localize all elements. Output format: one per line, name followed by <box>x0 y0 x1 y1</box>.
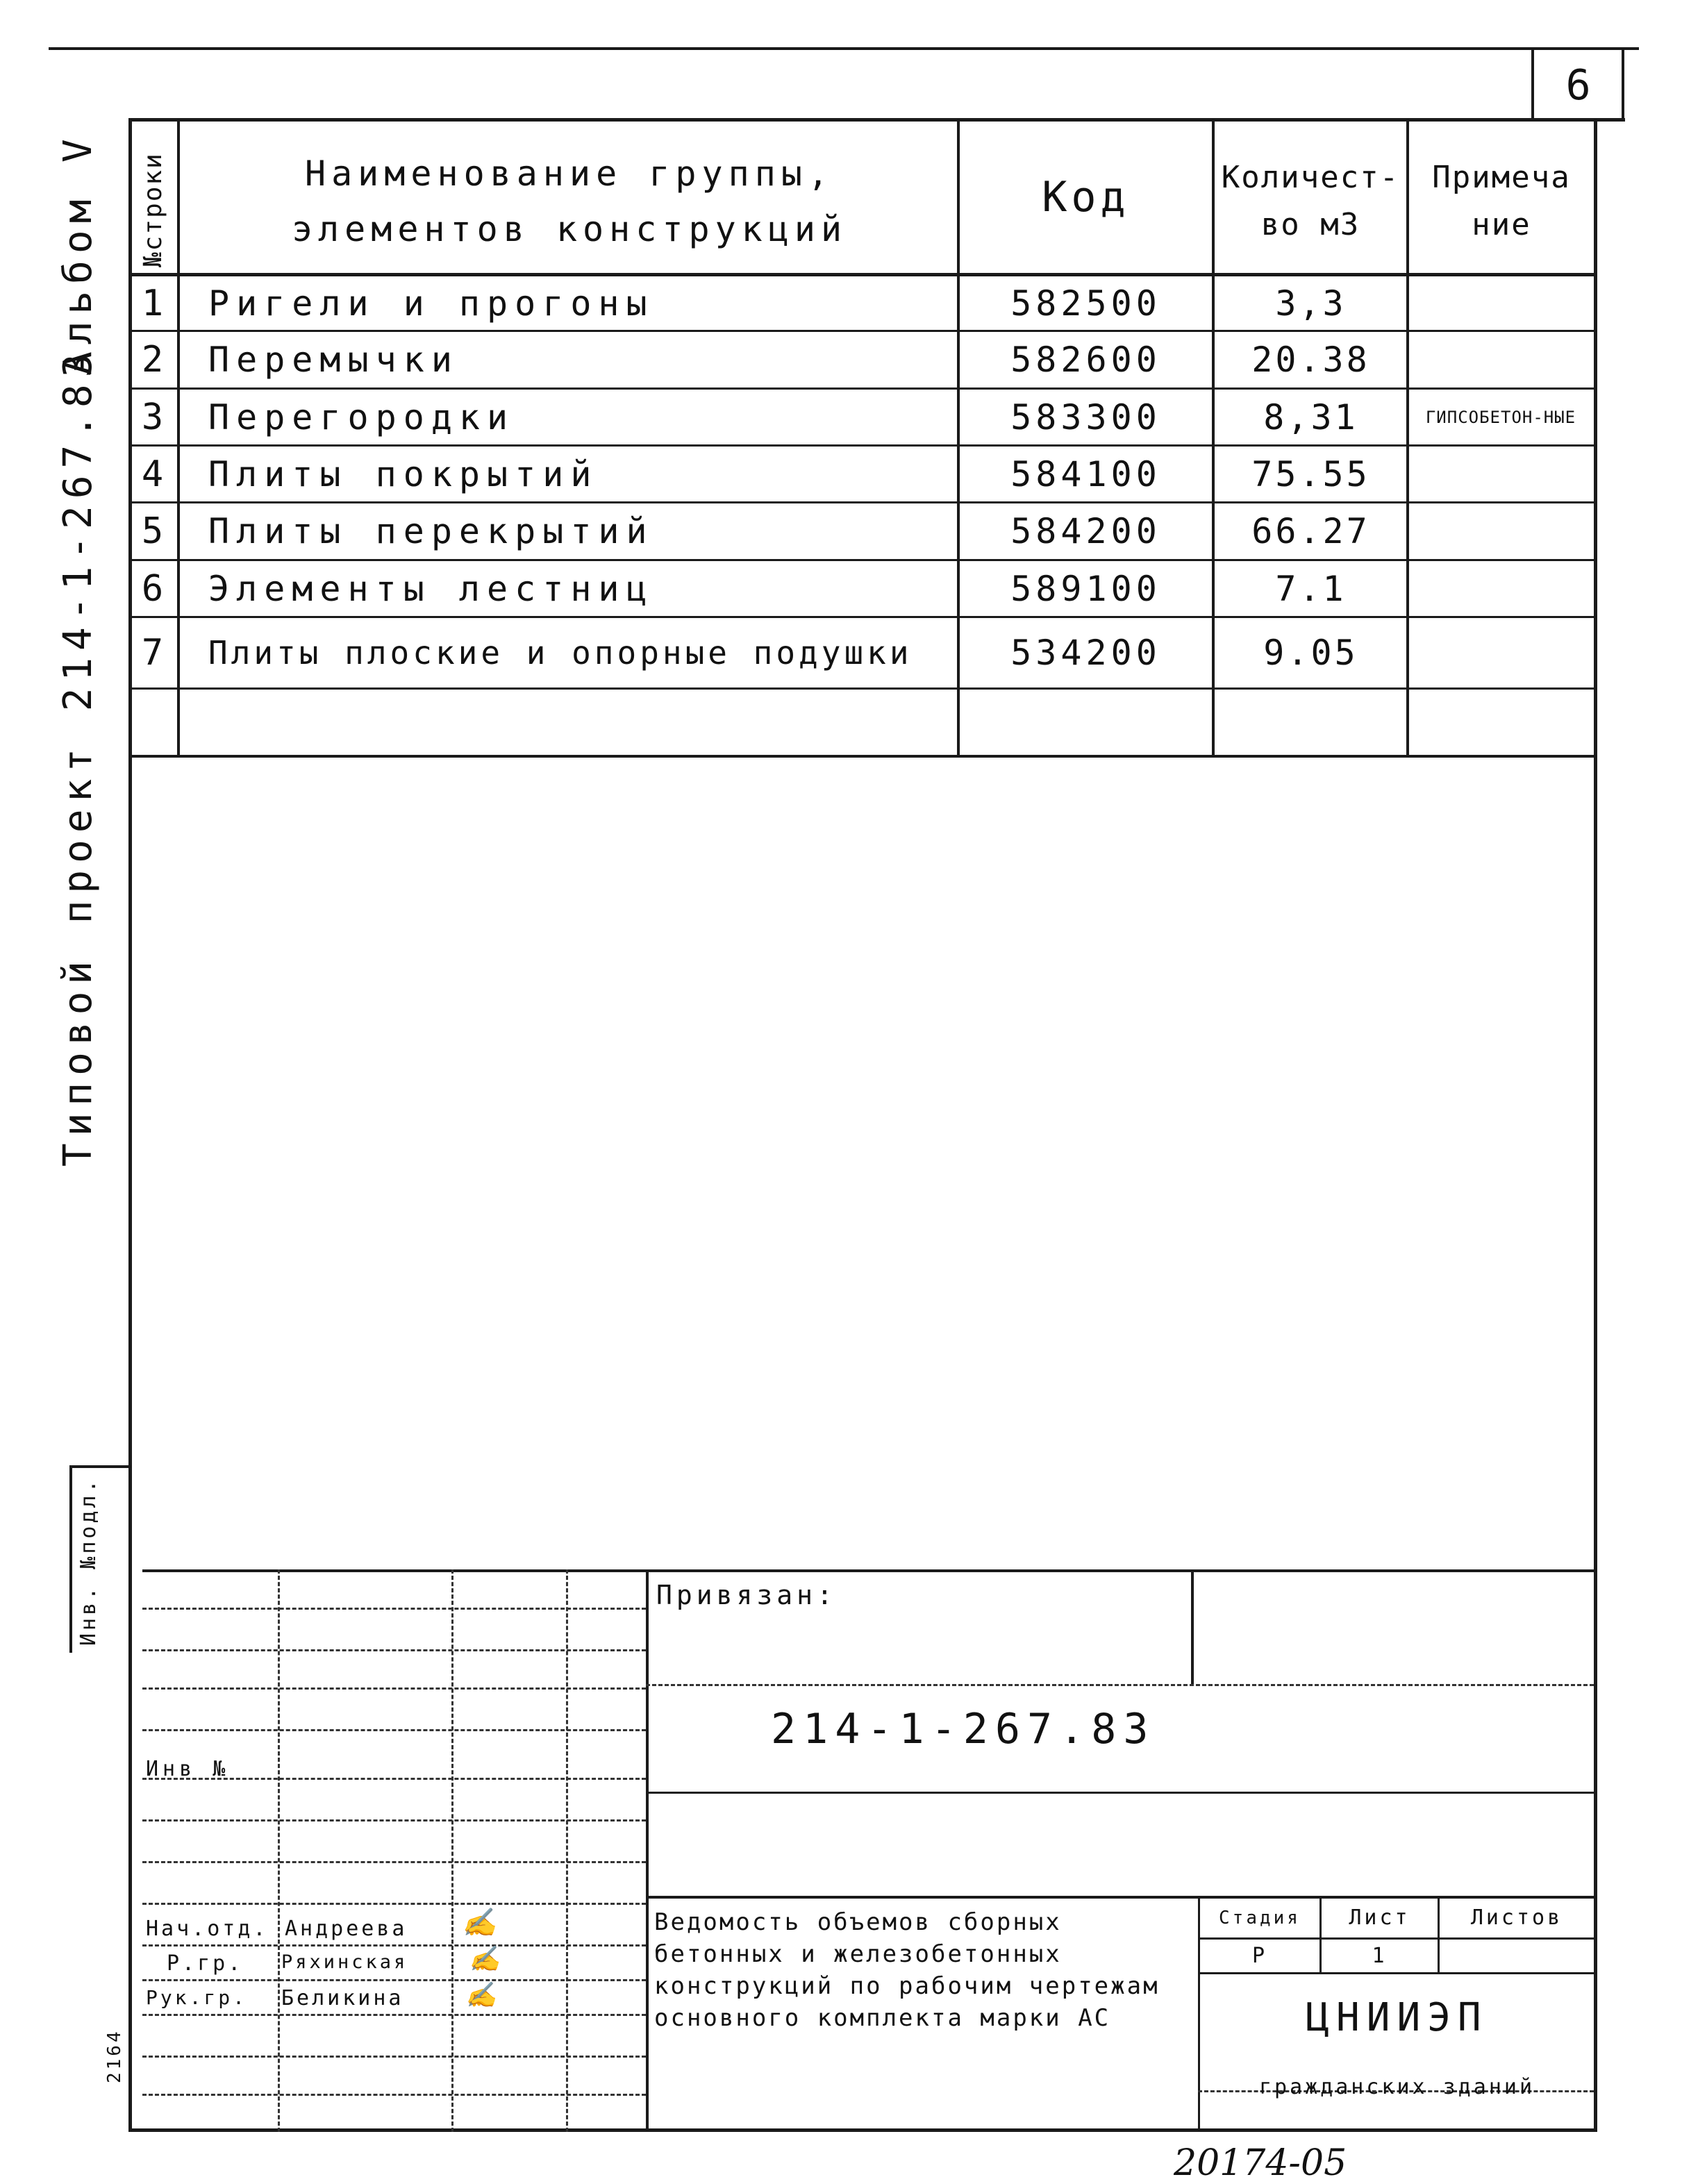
header-note: Примеча ние <box>1432 160 1571 242</box>
role-name: Ряхинская <box>281 1951 408 1973</box>
binding-label: Привязан: <box>656 1580 837 1610</box>
frame-bottom <box>128 2128 1594 2132</box>
sheet-number: 6 <box>1565 60 1591 110</box>
role-name: Беликина <box>281 1986 404 2010</box>
tb-left-row12 <box>142 2056 646 2058</box>
col-line-4 <box>1406 118 1409 757</box>
row-name: Плиты плоские и опорные подушки <box>208 634 913 672</box>
role-title: Рук.гр. <box>146 1986 248 2009</box>
sheet-description: Ведомость объемов сборных бетонных и железобетонных конструкций по рабочим чертежам основного комплекта марки АС <box>654 1908 1160 2032</box>
row-no: 6 <box>141 567 168 610</box>
row-code: 584200 <box>1010 511 1161 551</box>
row-no: 4 <box>141 453 168 495</box>
row-name: Плиты покрытий <box>208 453 599 494</box>
sheets-label: Листов <box>1470 1906 1563 1930</box>
header-quantity: Количест-во м3 <box>1221 160 1400 242</box>
row-code: 534200 <box>1010 633 1161 673</box>
tb-binding-right <box>1191 1569 1194 1684</box>
signature-icon: ✍ <box>462 1907 497 1939</box>
signature-icon: ✍ <box>469 1945 500 1974</box>
org-name: ЦНИИЭП <box>1306 1994 1488 2040</box>
inv-no-label: Инв № <box>146 1757 230 1781</box>
tb-stage-row2 <box>1198 1972 1594 1974</box>
row-no: 3 <box>141 396 168 438</box>
sheet-box-right <box>1622 47 1624 120</box>
row-quantity: 9.05 <box>1263 633 1358 673</box>
row-no: 5 <box>141 510 168 552</box>
tb-left-row11 <box>142 2014 646 2016</box>
row-code: 582500 <box>1010 283 1161 324</box>
row-no: 7 <box>141 632 168 674</box>
row-quantity: 20.38 <box>1251 340 1370 380</box>
tb-left-row2 <box>142 1649 646 1651</box>
tb-left-row8 <box>142 1903 646 1905</box>
tb-left-row3 <box>142 1687 646 1690</box>
row-code: 582600 <box>1010 340 1161 380</box>
designation: 214-1-267.83 <box>771 1705 1156 1753</box>
row-note: ГИПСОБЕТОН-НЫЕ <box>1425 408 1576 427</box>
tb-binding-bottom <box>646 1684 1594 1686</box>
role-title: Нач.отд. <box>146 1917 269 1941</box>
table-bottom <box>128 755 1594 758</box>
project-label: Типовой проект 214-1-267.83 <box>56 347 101 1167</box>
tb-left-row13 <box>142 2094 646 2096</box>
tb-left-col3 <box>566 1569 568 2132</box>
tb-left-row6 <box>142 1819 646 1822</box>
row-name: Ригели и прогоны <box>208 283 654 324</box>
role-title: Р.гр. <box>167 1951 244 1976</box>
header-row-no: №строки <box>139 152 167 267</box>
row-quantity: 66.27 <box>1251 511 1370 551</box>
col-line-3 <box>1212 118 1215 757</box>
bottom-note: 20174-05 <box>1174 2142 1347 2184</box>
tb-top <box>142 1569 1594 1572</box>
sheet-label: Лист <box>1349 1906 1410 1930</box>
row-code: 589100 <box>1010 568 1161 609</box>
inv-box-top <box>69 1465 132 1468</box>
row-no: 2 <box>141 339 168 381</box>
row-no: 1 <box>141 282 168 324</box>
tb-left-row10 <box>142 1979 646 1981</box>
stage-value: Р <box>1251 1944 1268 1968</box>
left-note: 2164 <box>104 2028 125 2083</box>
row-quantity: 7.1 <box>1275 568 1347 609</box>
album-label: Альбом V <box>56 132 101 375</box>
header-name: Наименование группы, элементов конструкций <box>291 153 848 249</box>
row-name: Элементы лестниц <box>208 568 654 609</box>
header-code: Код <box>1042 173 1130 222</box>
inv-box-left <box>69 1465 72 1653</box>
stage-label: Стадия <box>1219 1907 1301 1928</box>
row-line-7 <box>128 687 1594 690</box>
sheet-box-left <box>1531 47 1534 120</box>
row-quantity: 8,31 <box>1263 397 1358 437</box>
role-name: Андреева <box>285 1917 408 1941</box>
row-code: 584100 <box>1010 453 1161 494</box>
row-name: Перемычки <box>208 340 459 380</box>
sheet-value: 1 <box>1372 1944 1388 1968</box>
tb-left-row4 <box>142 1729 646 1731</box>
frame-top <box>128 118 1625 122</box>
tb-left-col2 <box>451 1569 453 2132</box>
tb-left-row1 <box>142 1608 646 1610</box>
org-sub: гражданских зданий <box>1258 2074 1535 2099</box>
frame-right <box>1594 118 1597 2132</box>
tb-designation-bottom <box>646 1792 1594 1794</box>
row-code: 583300 <box>1010 397 1161 437</box>
signature-icon: ✍ <box>465 1981 497 2010</box>
top-border <box>49 47 1639 50</box>
tb-left-row9 <box>142 1944 646 1947</box>
inv-label: Инв. №подл. <box>76 1477 101 1646</box>
tb-divider <box>646 1569 649 2132</box>
row-quantity: 3,3 <box>1275 283 1347 324</box>
row-name: Плиты перекрытий <box>208 511 654 551</box>
row-quantity: 75.55 <box>1251 453 1370 494</box>
row-name: Перегородки <box>208 397 515 437</box>
tb-left-col1 <box>278 1569 280 2132</box>
col-line-1 <box>177 118 180 757</box>
tb-left-row7 <box>142 1861 646 1863</box>
